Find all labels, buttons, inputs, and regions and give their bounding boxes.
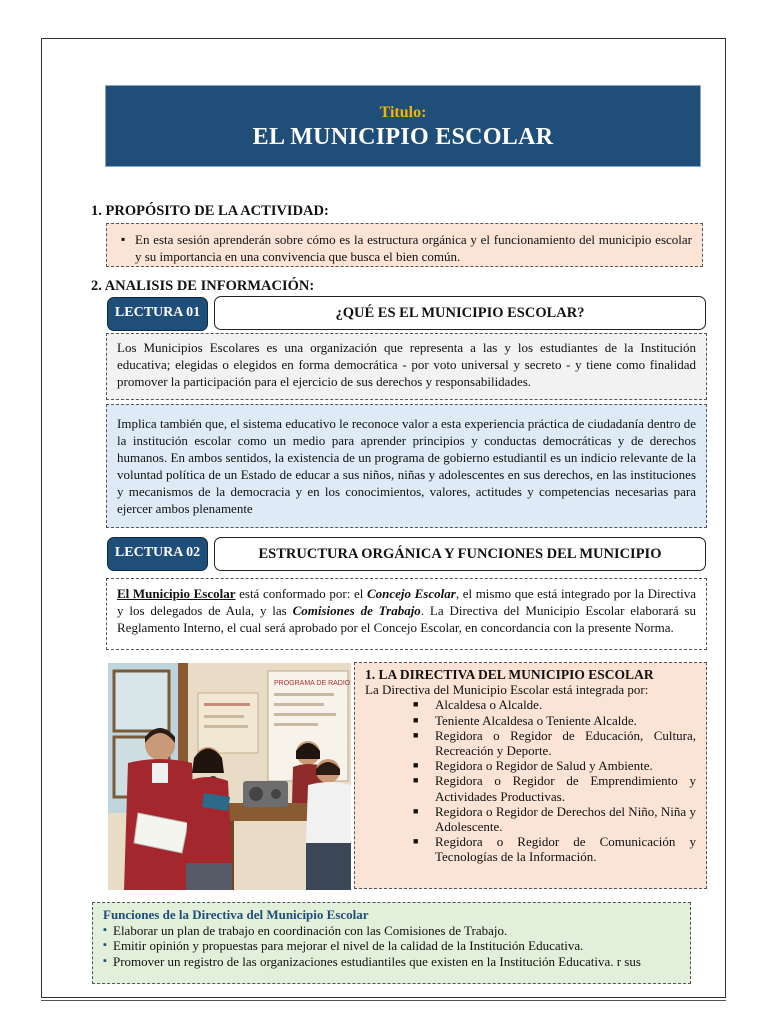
term-concejo-escolar: Concejo Escolar — [366, 586, 456, 601]
directiva-title: 1. LA DIRECTIVA DEL MUNICIPIO ESCOLAR — [365, 667, 654, 682]
funciones-list — [103, 923, 680, 970]
intro-text-2: , el mismo que está integrado por la Directiva y los delegados de Aula, y las — [117, 586, 696, 618]
funcion-item: ▪ Elaborar un plan de trabajo en coordinación con las Comisiones de Trabajo. — [103, 923, 680, 939]
lectura-01-paragraph-2: Implica también que, el sistema educativo le reconoce valor a esta experiencia práctica de ciudadanía dentro de la institución escolar como un medio para aprender principios y conductas democráticas y de derechos humanos. En ambos sentidos, la existencia de un programa de gobierno estudiantil es un indicio relevante de la voluntad política de un Estado de educar a sus niños, niñas y adolescentes en sus derechos, en las instituciones y mecanismos de la democracia y en los conocimientos, valores, actitudes y competencias necesarias para ejercer ambos plenamente — [106, 404, 707, 528]
students-radio-illustration — [108, 663, 351, 890]
purpose-bullet: ▪ En esta sesión aprenderán sobre cómo es la estructura orgánica y el funcionamiento del municipio escolar y su importancia en una convivencia que busca el bien común. — [135, 231, 692, 265]
lectura-02-intro — [106, 578, 707, 650]
intro-text-1: está conformado por: el — [235, 586, 367, 601]
title-label: Titulo: — [379, 104, 427, 121]
directiva-member: ■ Regidora o Regidor de Comunicación y Tecnologías de la Información. — [435, 834, 696, 864]
poster-title: PROGRAMA DE RADIO — [274, 680, 351, 687]
title-banner — [105, 85, 701, 167]
directiva-member: ■ Teniente Alcaldesa o Teniente Alcalde. — [435, 713, 696, 728]
directiva-box — [354, 662, 707, 889]
lectura-01-tag: LECTURA 01 — [107, 297, 208, 331]
funciones-box — [92, 902, 691, 984]
funciones-title: Funciones de la Directiva del Municipio Escolar — [103, 907, 369, 922]
directiva-intro: La Directiva del Municipio Escolar está integrada por: — [365, 682, 649, 698]
bottom-rule — [41, 1000, 726, 1001]
term-municipio-escolar: El Municipio Escolar — [117, 586, 236, 601]
section-heading-analisis: 2. ANALISIS DE INFORMACIÓN: — [91, 278, 315, 294]
purpose-box — [106, 223, 703, 267]
term-comisiones-de-trabajo: Comisiones de Trabajo — [292, 603, 421, 618]
funcion-item: ▪ Emitir opinión y propuestas para mejorar el nivel de la calidad de la Institución Educativa. — [103, 938, 680, 954]
funcion-item: ▪ Promover un registro de las organizaciones estudiantiles que existen en la Institución Educativa. r sus — [103, 954, 680, 970]
page-title: EL MUNICIPIO ESCOLAR — [252, 124, 554, 150]
directiva-member: ■ Alcaldesa o Alcalde. — [435, 697, 696, 712]
directiva-member: ■ Regidora o Regidor de Salud y Ambiente. — [435, 758, 696, 773]
lectura-01-heading: ¿QUÉ ES EL MUNICIPIO ESCOLAR? — [214, 296, 706, 330]
directiva-member-list — [365, 697, 696, 864]
lectura-02-heading: ESTRUCTURA ORGÁNICA Y FUNCIONES DEL MUNICIPIO — [214, 537, 706, 571]
section-heading-proposito: 1. PROPÓSITO DE LA ACTIVIDAD: — [91, 203, 329, 219]
lectura-02-tag: LECTURA 02 — [107, 537, 208, 571]
directiva-member: ■ Regidora o Regidor de Emprendimiento y Actividades Productivas. — [435, 773, 696, 803]
intro-text-3: . La Directiva del Municipio Escolar elaborará su Reglamento Interno, el cual será aprobado por el Concejo Escolar, en concordancia con la presente Norma. — [117, 603, 696, 635]
directiva-member: ■ Regidora o Regidor de Derechos del Niño, Niña y Adolescente. — [435, 804, 696, 834]
lectura-01-paragraph-1: Los Municipios Escolares es una organización que representa a las y los estudiantes de la Institución educativa; elegidas o elegidos en forma democrática - por voto universal y secreto - y tiene como finalidad promover la participación para el ejercicio de sus derechos y responsabilidades. — [106, 333, 707, 400]
directiva-member: ■ Regidora o Regidor de Educación, Cultura, Recreación y Deporte. — [435, 728, 696, 758]
